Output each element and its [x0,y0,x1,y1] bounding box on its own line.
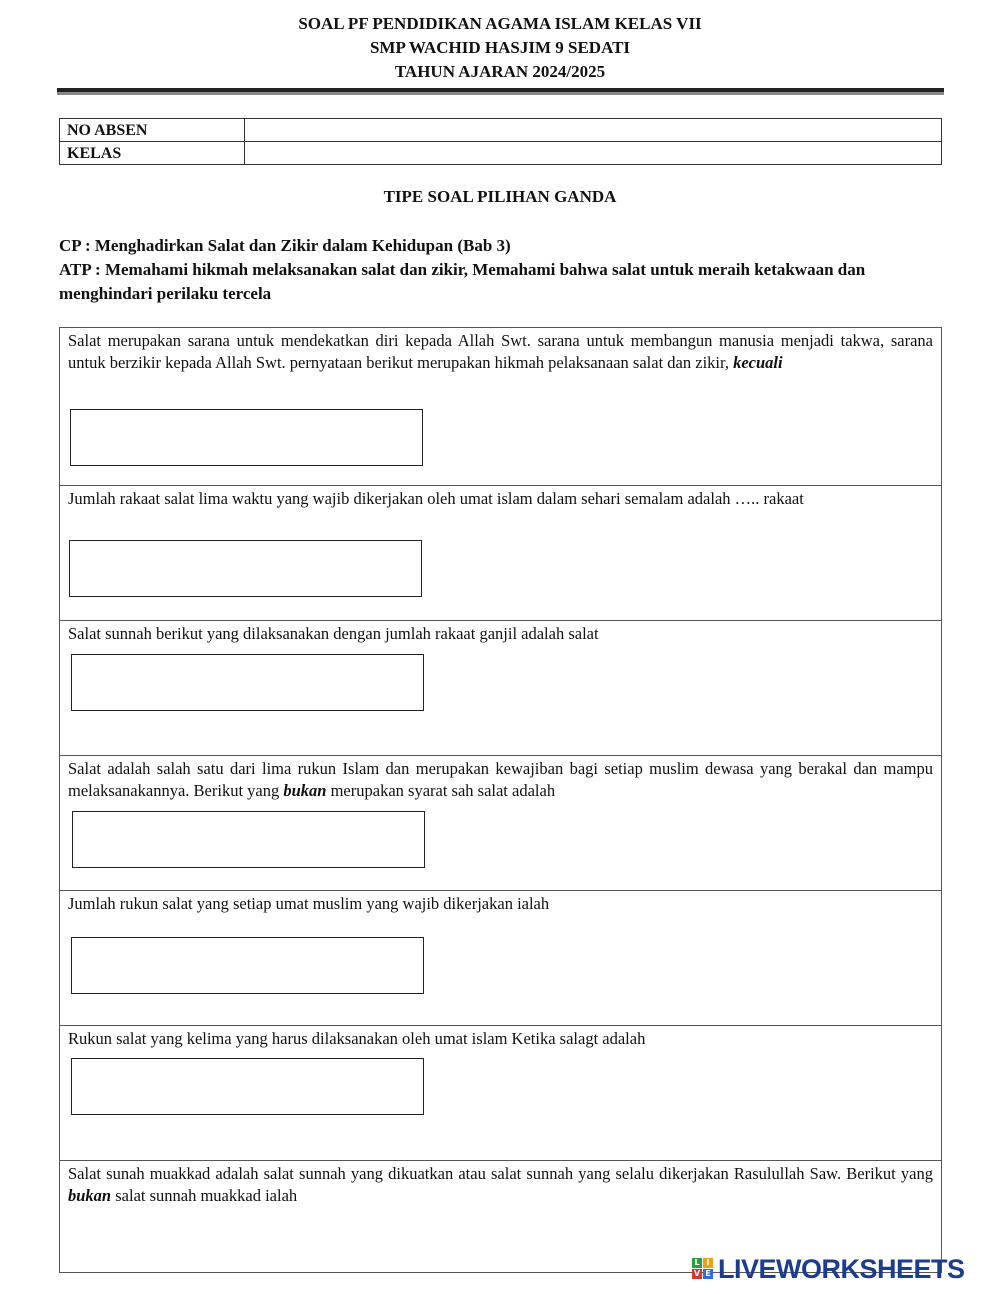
question-list [59,327,942,1273]
atp-statement: ATP : Memahami hikmah melaksanakan salat dan zikir, Memahami bahwa salat untuk meraih ketakwaan dan menghindari perilaku tercela [59,260,866,303]
liveworksheets-logo [692,1254,965,1284]
question-text: Jumlah rakaat salat lima waktu yang wajib dikerjakan oleh umat islam dalam sehari semalam adalah ….. rakaat [68,489,804,508]
question-item [60,328,941,485]
question-item [60,890,941,1026]
answer-box[interactable] [71,1058,424,1115]
question-item [60,620,941,756]
answer-box[interactable] [71,937,424,994]
answer-box[interactable] [71,654,424,711]
header-line-2: SMP WACHID HASJIM 9 SEDATI [369,38,631,57]
question-emphasis: bukan [68,1186,112,1205]
question-text: Salat merupakan sarana untuk mendekatkan diri kepada Allah Swt. sarana untuk membangun manusia menjadi takwa, sarana untuk berzikir kepada Allah Swt. pernyataan berikut merupakan hikmah pelaksanaan salat dan zikir, kecuali [68,331,933,372]
cp-statement: CP : Menghadirkan Salat dan Zikir dalam Kehidupan (Bab 3) [59,236,511,255]
logo-tile-v: V [693,1269,701,1278]
question-item [60,485,941,621]
kelas-label: KELAS [60,142,245,165]
liveworksheets-logo-icon [692,1258,714,1280]
header-line-1: SOAL PF PENDIDIKAN AGAMA ISLAM KELAS VII [298,14,702,33]
answer-box[interactable] [72,811,425,868]
question-item [60,755,941,891]
question-text: Rukun salat yang kelima yang harus dilaksanakan oleh umat islam Ketika salagt adalah [68,1029,646,1048]
header-divider-shadow [57,92,944,95]
no-absen-field[interactable] [245,119,942,142]
answer-box[interactable] [69,540,422,597]
identity-row-no-absen [60,119,942,142]
question-emphasis: bukan [283,781,327,800]
kelas-field[interactable] [245,142,942,165]
logo-tile-l: L [692,1258,702,1268]
question-text: Salat adalah salah satu dari lima rukun Islam dan merupakan kewajiban bagi setiap muslim dewasa yang berakal dan mampu melaksanakannya. Berikut yang bukan merupakan syarat sah salat adalah [68,759,933,800]
logo-tile-e: E [703,1269,713,1279]
identity-table [59,118,942,165]
logo-tile-i: I [703,1258,713,1268]
no-absen-label: NO ABSEN [60,119,245,142]
question-item [60,1025,941,1161]
question-text: Salat sunah muakkad adalah salat sunnah yang dikuatkan atau salat sunnah yang selalu dikerjakan Rasulullah Saw. Berikut yang bukan salat sunnah muakkad ialah [68,1164,933,1205]
identity-row-kelas [60,142,942,165]
question-emphasis: kecuali [733,353,783,372]
section-title: TIPE SOAL PILIHAN GANDA [383,187,617,206]
question-text: Jumlah rukun salat yang setiap umat muslim yang wajib dikerjakan ialah [68,894,550,913]
answer-box[interactable] [70,409,423,466]
question-text: Salat sunnah berikut yang dilaksanakan dengan jumlah rakaat ganjil adalah salat [68,624,599,643]
liveworksheets-logo-text: LIVEWORKSHEETS [718,1253,965,1284]
header-line-3: TAHUN AJARAN 2024/2025 [394,62,606,81]
